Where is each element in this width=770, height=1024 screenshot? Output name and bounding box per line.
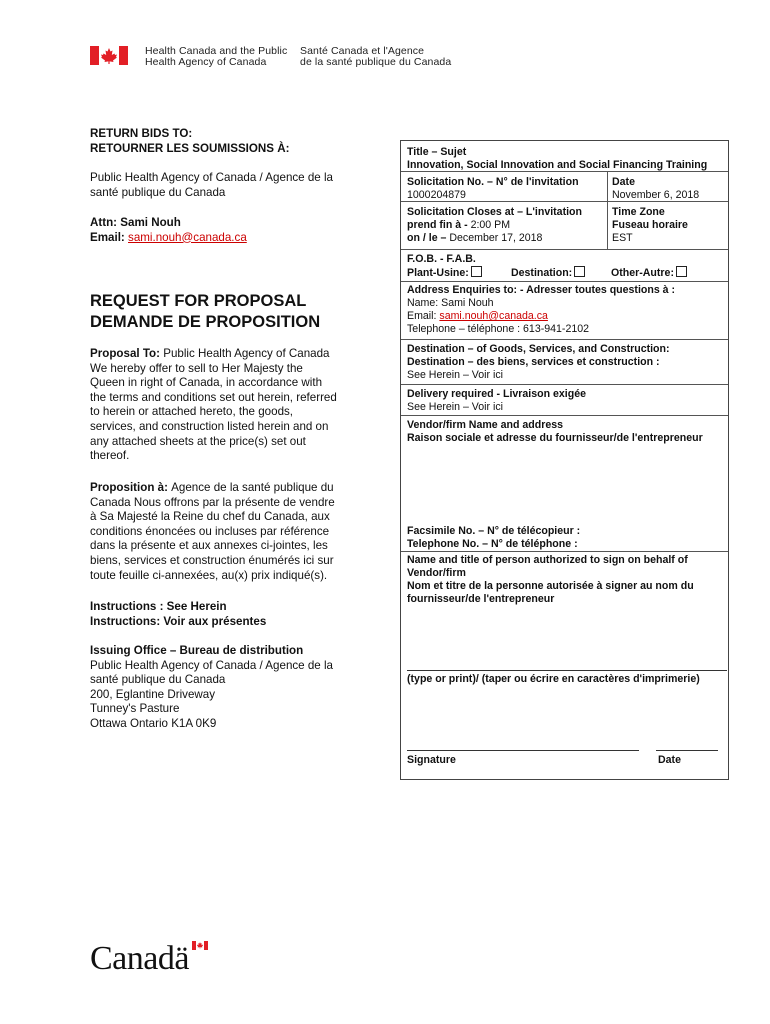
- destination-label: Destination:: [511, 267, 573, 279]
- return-agency: [90, 171, 333, 200]
- proposal-to-label: Proposal To:: [90, 347, 164, 360]
- address-enquiries-cell: [407, 284, 675, 336]
- closes-cell: [407, 206, 582, 245]
- attention-block: [90, 216, 247, 245]
- fob-options-row: [407, 266, 725, 279]
- fob-cell: [407, 253, 725, 279]
- rfp-title: [90, 291, 320, 333]
- other-checkbox[interactable]: [676, 266, 687, 277]
- proposal-to-line3: Queen in right of Canada, in accordance with: [90, 376, 323, 390]
- solicitation-cell: [407, 176, 579, 202]
- tz-value: EST: [612, 232, 633, 244]
- row-divider: [401, 281, 728, 282]
- issuing-line2: santé publique du Canada: [90, 673, 226, 687]
- canada-flag-icon: [90, 46, 128, 65]
- destination-option: [511, 266, 585, 280]
- proposal-to-line5: to herein or attached hereto, the goods,: [90, 405, 294, 419]
- date-sign-label-cell: [658, 754, 681, 767]
- issuing-office-block: [90, 644, 333, 732]
- auth-line4: fournisseur/de l'entrepreneur: [407, 593, 555, 605]
- row-divider: [401, 339, 728, 340]
- row-divider: [401, 551, 728, 552]
- auth-line2: Vendor/firm: [407, 567, 466, 579]
- proposal-to-line6: services, and construction listed herein and on: [90, 419, 329, 433]
- plant-label: Plant-Usine:: [407, 267, 469, 279]
- closes-label-2: prend fin à -: [407, 219, 471, 231]
- auth-line1: Name and title of person authorized to sign on behalf of: [407, 554, 688, 566]
- contact-telephone: Telephone – téléphone : 613-941-2102: [407, 323, 590, 335]
- vendor-en: Vendor/firm Name and address: [407, 419, 564, 431]
- delivery-value: See Herein – Voir ici: [407, 401, 503, 413]
- title-value: Innovation, Social Innovation and Social Financing Training: [407, 159, 708, 171]
- fax-label: Facsimile No. – N° de télécopieur :: [407, 525, 581, 537]
- attn-name: Attn: Sami Nouh: [90, 216, 181, 229]
- date-cell: [612, 176, 699, 202]
- issuing-line1: Public Health Agency of Canada / Agence de la: [90, 658, 333, 672]
- proposition-line1: Agence de la santé publique du: [171, 481, 334, 494]
- proposal-to-line4: the terms and conditions set out herein, referred: [90, 390, 337, 404]
- proposal-to-paragraph: [90, 347, 358, 464]
- solicitation-label: Solicitation No. – N° de l'invitation: [407, 176, 579, 188]
- proposal-to-line8: thereof.: [90, 449, 130, 463]
- proposal-to-line2: We hereby offer to sell to Her Majesty the: [90, 361, 303, 375]
- header-en-line2: Health Agency of Canada: [145, 56, 267, 68]
- proposition-line4: conditions énoncées ou incluses par référence: [90, 524, 330, 538]
- date-line[interactable]: [656, 750, 718, 751]
- date-sign-label: Date: [658, 754, 681, 766]
- return-bids-en: RETURN BIDS TO:: [90, 127, 193, 140]
- attn-email-link[interactable]: sami.nouh@canada.ca: [128, 230, 247, 244]
- title-cell: [407, 146, 466, 159]
- attn-email-label: Email:: [90, 230, 129, 244]
- tz-label-2: Fuseau horaire: [612, 219, 688, 231]
- header-en-line1: Health Canada and the Public: [145, 45, 288, 57]
- destination-cell: [407, 343, 670, 382]
- other-label: Other-Autre:: [611, 267, 674, 279]
- tel-label: Telephone No. – N° de téléphone :: [407, 538, 578, 550]
- issuing-line3: 200, Eglantine Driveway: [90, 687, 216, 701]
- contact-email-link[interactable]: sami.nouh@canada.ca: [439, 310, 548, 322]
- issuing-line4: Tunney's Pasture: [90, 702, 180, 716]
- proposition-line3: à Sa Majesté la Reine du chef du Canada, aux: [90, 510, 330, 524]
- destination-en: Destination – of Goods, Services, and Construction:: [407, 343, 670, 355]
- column-divider: [607, 171, 608, 249]
- solicitation-value: 1000204879: [407, 189, 466, 201]
- proposition-line7: toute feuille ci-annexées, au(x) prix indiqué(s).: [90, 568, 328, 582]
- destination-fr: Destination – des biens, services et construction :: [407, 356, 660, 368]
- vendor-fr: Raison sociale et adresse du fournisseur/de l'entrepreneur: [407, 432, 703, 444]
- plant-option: [407, 266, 482, 280]
- closes-on-label: on / le –: [407, 232, 450, 244]
- delivery-cell: [407, 388, 586, 414]
- fax-tel-cell: [407, 525, 580, 551]
- timezone-cell: [612, 206, 688, 245]
- solicitation-form-table: [400, 140, 729, 780]
- contact-name: Name: Sami Nouh: [407, 297, 494, 309]
- instructions-fr: Instructions: Voir aux présentes: [90, 614, 267, 628]
- canada-wordmark: Canadä: [90, 940, 189, 977]
- date-label: Date: [612, 176, 635, 188]
- rfp-title-en: REQUEST FOR PROPOSAL: [90, 292, 307, 310]
- plant-checkbox[interactable]: [471, 266, 482, 277]
- proposition-paragraph: [90, 481, 358, 583]
- signature-label: Signature: [407, 754, 456, 766]
- attn-email-row: [90, 231, 247, 246]
- closes-time: 2:00 PM: [470, 219, 511, 231]
- row-divider: [401, 415, 728, 416]
- row-divider: [401, 384, 728, 385]
- fob-label: F.O.B. - F.A.B.: [407, 253, 476, 265]
- delivery-label: Delivery required - Livraison exigée: [407, 388, 586, 400]
- title-value-cell: [407, 159, 707, 172]
- header-french: [300, 46, 451, 68]
- signature-label-cell: [407, 754, 456, 767]
- return-bids-fr: RETOURNER LES SOUMISSIONS À:: [90, 141, 290, 155]
- header-fr-line1: Santé Canada et l'Agence: [300, 45, 425, 57]
- instructions-block: [90, 600, 266, 629]
- proposition-line5: dans la présente et aux annexes ci-jointes, les: [90, 539, 328, 553]
- rfp-title-fr: DEMANDE DE PROPOSITION: [90, 313, 321, 331]
- other-option: [611, 266, 687, 280]
- issuing-label: Issuing Office – Bureau de distribution: [90, 644, 304, 657]
- tz-label-1: Time Zone: [612, 206, 665, 218]
- proposal-to-line1: Public Health Agency of Canada: [163, 347, 330, 360]
- destination-checkbox[interactable]: [574, 266, 585, 277]
- proposition-line6: biens, services et construction énumérés ici sur: [90, 553, 334, 567]
- proposition-line2: Canada Nous offrons par la présente de vendre: [90, 495, 335, 509]
- row-divider: [401, 249, 728, 250]
- return-bids-block: [90, 127, 289, 156]
- vendor-cell: [407, 419, 703, 445]
- contact-email-row: [407, 310, 675, 323]
- instructions-en: Instructions : See Herein: [90, 600, 227, 613]
- signature-line[interactable]: [407, 750, 639, 751]
- agency-line2: santé publique du Canada: [90, 185, 226, 199]
- proposal-to-line7: any attached sheets at the price(s) set out: [90, 434, 306, 448]
- closes-date: December 17, 2018: [449, 232, 543, 244]
- header-fr-line2: de la santé publique du Canada: [300, 56, 452, 68]
- header-english: [145, 46, 287, 68]
- proposition-label: Proposition à:: [90, 481, 172, 494]
- closes-label-1: Solicitation Closes at – L'invitation: [407, 206, 582, 218]
- issuing-line5: Ottawa Ontario K1A 0K9: [90, 716, 217, 730]
- date-value: November 6, 2018: [612, 189, 700, 201]
- address-enq-label: Address Enquiries to: - Adresser toutes questions à :: [407, 284, 676, 296]
- destination-value: See Herein – Voir ici: [407, 369, 503, 381]
- agency-line1: Public Health Agency of Canada / Agence de la: [90, 171, 333, 184]
- contact-email-label: Email:: [407, 310, 440, 322]
- type-print-label: (type or print)/ (taper ou écrire en caractères d'imprimerie): [407, 673, 700, 685]
- wordmark-flag-icon: [192, 941, 208, 950]
- name-title-line[interactable]: [407, 670, 727, 671]
- title-label: Title – Sujet: [407, 146, 467, 158]
- auth-line3: Nom et titre de la personne autorisée à signer au nom du: [407, 580, 694, 592]
- type-print-cell: [407, 673, 700, 686]
- authorized-person-cell: [407, 554, 694, 606]
